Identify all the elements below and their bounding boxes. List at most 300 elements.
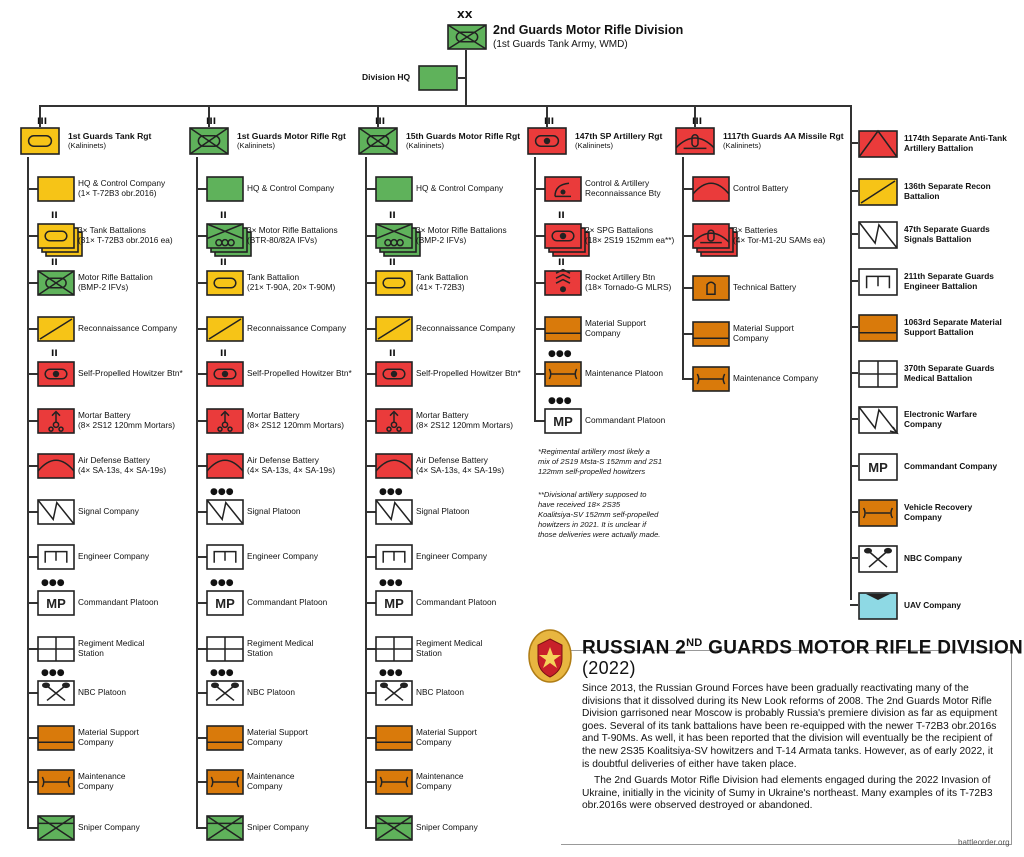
unit-symbol-sniper [375,815,419,847]
unit-symbol-tech [692,275,736,307]
unit-symbol-nbc [375,680,419,712]
unit-name: Self-Propelled Howitzer Btn* [247,368,352,378]
unit-name: Rocket Artillery Btn [585,272,656,282]
unit-label [733,183,788,193]
unit-label [416,368,521,378]
regiment-symbol-1 [189,127,235,161]
note-line: *Regimental artillery most likely a [538,447,650,456]
separate-unit-symbol-sup [858,314,904,348]
unit-detail: (31× T-72B3 obr.2016 ea) [78,235,173,245]
unit-echelon-marker: II [389,258,396,268]
unit-detail: (4× SA-13s, 4× SA-19s) [247,465,336,475]
note-line: 122mm self-propelled howitzers [538,467,646,476]
footnote-divisional-artillery [538,490,660,540]
unit-name: Maintenance Company [733,373,819,383]
connector-line [682,157,684,378]
separate-unit-name-2: Signals Battalion [904,234,972,244]
unit-label [416,225,507,245]
unit-name: Material Support [733,323,794,333]
unit-label [78,638,144,658]
separate-unit-name-2: Support Battalion [904,327,974,337]
unit-label [78,687,126,697]
unit-symbol-eng [37,544,81,576]
unit-detail: Station [78,648,104,658]
panel-title-sup: ND [686,637,703,649]
division-echelon-marker: XX [457,10,473,21]
unit-echelon-marker: ●●● [210,578,234,588]
unit-label [78,771,126,791]
unit-detail: (18× 2S19 152mm ea**) [585,235,675,245]
unit-symbol-sph [544,223,588,255]
separate-unit-label [904,133,1007,153]
regiment-name: 1117th Guards AA Missile Rgt [723,131,844,141]
unit-echelon-marker: II [220,258,227,268]
unit-label [416,551,487,561]
regiment-header [237,131,346,150]
unit-name: Maintenance [247,771,295,781]
separate-unit-symbol-sig [858,221,904,255]
unit-detail: (18× Tornado-G MLRS) [585,282,672,292]
unit-symbol-med [206,636,250,668]
panel-title-part: GUARDS MOTOR RIFLE DIVISION [702,637,1024,659]
unit-echelon-marker: II [51,349,58,359]
note-line: mix of 2S19 Msta-S 152mm and 2S1 [538,457,663,466]
unit-name: Commandant Platoon [585,415,666,425]
unit-label [78,455,166,475]
unit-label [78,272,153,292]
unit-symbol-rocket [544,270,588,302]
unit-label [78,506,139,516]
unit-symbol-maint [37,769,81,801]
unit-name: HQ & Control Company [416,183,504,193]
unit-name: Motor Rifle Battalion [78,272,153,282]
unit-name: HQ & Control Company [247,183,335,193]
unit-name: Mortar Battery [247,410,300,420]
unit-label [247,225,338,245]
unit-echelon-marker: II [220,349,227,359]
unit-label [247,727,308,747]
separate-unit-name: NBC Company [904,553,963,563]
separate-unit-name-2: Company [904,419,942,429]
unit-label [247,410,344,430]
unit-label [733,282,796,292]
connector-line [534,157,536,420]
separate-unit-name-2: Company [904,512,942,522]
unit-name: Material Support [585,318,646,328]
regiment-location: (Kalininets) [575,141,613,150]
note-line: those deliveries were actually made. [538,530,661,539]
unit-name: Engineer Company [78,551,150,561]
unit-label [585,368,663,378]
unit-detail: (4× Tor-M1-2U SAMs ea) [733,235,826,245]
unit-symbol-ad [375,453,419,485]
separate-unit-label [904,409,977,429]
separate-unit-symbol-nbc [858,545,904,579]
unit-symbol-nbc [37,680,81,712]
unit-symbol-sup [375,725,419,757]
connector-line [850,511,858,513]
regiment-location: (Kalininets) [723,141,761,150]
unit-name: Material Support [78,727,139,737]
connector-line [850,557,858,559]
connector-line [850,418,858,420]
connector-line [850,326,858,328]
unit-echelon-marker: ●●● [379,668,403,678]
panel-year: (2022) [582,658,636,678]
unit-label [78,727,139,747]
regiment-echelon-marker: III [206,117,217,127]
separate-unit-name-2: Battalion [904,191,940,201]
separate-unit-name-2: Artillery Battalion [904,143,974,153]
regiment-symbol-3 [527,127,573,161]
unit-symbol-nbc [206,680,250,712]
unit-symbol-sig [375,499,419,531]
unit-symbol-mp [375,590,419,622]
unit-name: Signal Platoon [247,506,301,516]
unit-detail: Company [416,737,452,747]
unit-name: Reconnaissance Company [78,323,178,333]
regiment-location: (Kalininets) [68,141,106,150]
separate-unit-label [904,181,991,201]
unit-name: 3× Tank Battalions [78,225,146,235]
regiment-symbol-2 [358,127,404,161]
unit-symbol-mortar [206,408,250,440]
panel-title-part: RUSSIAN 2 [582,637,687,659]
unit-symbol-hq [37,176,81,208]
unit-detail: (BMP-2 IFVs) [416,235,467,245]
unit-symbol-tank [206,270,250,302]
connector-line [196,157,198,827]
unit-label [78,323,177,333]
unit-name: Maintenance Platoon [585,368,663,378]
separate-unit-name: 47th Separate Guards [904,224,990,234]
unit-label [585,225,674,245]
regiment-echelon-marker: III [544,117,555,127]
unit-detail: Reconnaissance Bty [585,188,661,198]
regiment-name: 147th SP Artillery Rgt [575,131,663,141]
division-hq-symbol [418,65,464,97]
svg-text:MP: MP [384,596,404,611]
unit-label [247,687,295,697]
unit-name: Self-Propelled Howitzer Btn* [416,368,521,378]
unit-symbol-sniper [206,815,250,847]
separate-unit-name-2: Engineer Battalion [904,281,978,291]
unit-detail: (1× T-72B3 obr.2016) [78,188,157,198]
unit-label [78,597,158,607]
unit-name: Material Support [247,727,308,737]
unit-name: Reconnaissance Company [247,323,347,333]
regiment-echelon-marker: III [692,117,703,127]
panel-title [582,637,1023,659]
separate-unit-label [904,600,961,610]
connector-line [27,157,29,827]
unit-symbol-tank [37,223,81,255]
regiment-name: 1st Guards Tank Rgt [68,131,152,141]
unit-name: Mortar Battery [416,410,469,420]
regiment-echelon-marker: III [37,117,48,127]
unit-label [416,687,464,697]
unit-name: NBC Platoon [247,687,295,697]
unit-label [247,272,335,292]
unit-name: Engineer Company [247,551,319,561]
unit-label [733,225,825,245]
unit-name: Air Defense Battery [416,455,488,465]
unit-detail: (4× SA-13s, 4× SA-19s) [78,465,167,475]
regiment-header [68,131,151,150]
connector-line [850,604,858,606]
unit-name: Commandant Platoon [78,597,159,607]
unit-detail: (BMP-2 IFVs) [78,282,129,292]
division-bus-line [40,105,851,107]
unit-symbol-maint [206,769,250,801]
unit-symbol-sig [37,499,81,531]
svg-text:MP: MP [215,596,235,611]
unit-label [416,183,503,193]
connector-line [850,190,858,192]
svg-text:MP: MP [553,414,573,429]
note-line: **Divisional artillery supposed to [538,490,647,499]
unit-symbol-sam [692,223,736,255]
unit-symbol-recon [375,316,419,348]
unit-symbol-sup [692,321,736,353]
regiment-name: 1st Guards Motor Rifle Rgt [237,131,346,141]
unit-symbol-fdc [544,176,588,208]
separate-unit-label [904,553,962,563]
svg-text:MP: MP [868,460,888,475]
separate-unit-symbol-maint [858,499,904,533]
unit-name: Tank Battalion [416,272,469,282]
unit-symbol-ad [206,453,250,485]
unit-symbol-mortar [37,408,81,440]
separate-unit-label [904,363,994,383]
connector-line [850,372,858,374]
regiment-name: 15th Guards Motor Rifle Rgt [406,131,521,141]
division-symbol [447,24,493,56]
unit-name: Self-Propelled Howitzer Btn* [78,368,183,378]
separate-unit-symbol-eng [858,268,904,302]
unit-detail: Station [247,648,273,658]
unit-name: Mortar Battery [78,410,131,420]
unit-label [585,415,665,425]
unit-label [733,373,818,383]
unit-label [416,410,513,430]
unit-symbol-ad [37,453,81,485]
unit-name: Commandant Platoon [416,597,497,607]
russian-ground-forces-emblem [527,625,573,685]
unit-label [78,410,175,430]
unit-symbol-eng [206,544,250,576]
unit-symbol-mr [375,223,419,255]
unit-label [247,455,335,475]
unit-name: Sniper Company [416,822,478,832]
unit-name: Sniper Company [247,822,309,832]
footer-credit: battleorder.org [958,838,1010,847]
unit-name: 3× Motor Rifle Battalions [416,225,507,235]
regiment-location: (Kalininets) [237,141,275,150]
unit-echelon-marker: ●●● [210,668,234,678]
connector-line [850,465,858,467]
unit-name: Tank Battalion [247,272,300,282]
separate-unit-name: 370th Separate Guards [904,363,995,373]
unit-label [416,638,482,658]
unit-symbol-tank [375,270,419,302]
unit-name: Technical Battery [733,282,797,292]
separate-unit-label [904,271,994,291]
connector-line [850,105,852,600]
unit-symbol-maint [375,769,419,801]
unit-name: Reconnaissance Company [416,323,516,333]
connector-line [850,142,858,144]
unit-symbol-sniper [37,815,81,847]
unit-symbol-med [375,636,419,668]
unit-name: Air Defense Battery [247,455,319,465]
connector-line [458,77,467,79]
unit-label [247,506,301,516]
unit-label [247,551,318,561]
unit-label [416,822,478,832]
regiment-header [406,131,520,150]
unit-symbol-sig [206,499,250,531]
unit-symbol-recon [206,316,250,348]
unit-label [416,506,470,516]
unit-symbol-maint [692,366,736,398]
unit-symbol-mech [37,270,81,302]
unit-label [247,822,309,832]
regiment-symbol-4 [675,127,721,161]
unit-label [416,771,464,791]
connector-line [365,157,367,827]
unit-detail: (BTR-80/82A IFVs) [247,235,318,245]
separate-unit-symbol-recon [858,178,904,212]
unit-label [247,323,346,333]
unit-name: Regiment Medical [416,638,483,648]
unit-echelon-marker: II [558,211,565,221]
unit-name: Maintenance [78,771,126,781]
unit-name: Sniper Company [78,822,140,832]
unit-name: Regiment Medical [247,638,314,648]
separate-unit-label [904,224,990,244]
unit-detail: Company [247,737,283,747]
unit-symbol-maint [544,361,588,393]
unit-name: Control & Artillery [585,178,650,188]
unit-label [733,323,794,343]
separate-unit-symbol-mp [858,453,904,487]
unit-label [78,368,183,378]
unit-symbol-sph [375,361,419,393]
unit-echelon-marker: ●●● [548,396,572,406]
regiment-header [575,131,662,150]
separate-unit-symbol-med [858,360,904,394]
unit-label [78,178,165,198]
unit-symbol-sph [37,361,81,393]
unit-echelon-marker: II [51,211,58,221]
unit-echelon-marker: II [558,258,565,268]
unit-symbol-mp [544,408,588,440]
unit-label [78,551,149,561]
note-line: Koalitsiya-SV 152mm self-propelled [538,510,659,519]
unit-symbol-mortar [375,408,419,440]
unit-label [416,727,477,747]
unit-label [247,368,352,378]
unit-label [247,183,334,193]
unit-label [78,822,140,832]
unit-label [416,323,515,333]
unit-echelon-marker: II [389,211,396,221]
separate-unit-name: Commandant Company [904,461,998,471]
division-title: 2nd Guards Motor Rifle Division [493,23,684,37]
separate-unit-symbol-ew [858,406,904,440]
separate-unit-name: 1063rd Separate Material [904,317,1002,327]
panel-paragraph: The 2nd Guards Motor Rifle Division had elements engaged during the 2022 Invasion of Ukraine, initially in the vicinity of Sumy in Ukraine's northeast. Many examples of its T-72B3 obr.2016s were observed destroyed or abandoned. [582,775,993,812]
connector-line [850,280,858,282]
footnote-regimental-artillery [538,447,662,477]
unit-name: Air Defense Battery [78,455,150,465]
unit-name: NBC Platoon [78,687,126,697]
unit-echelon-marker: II [389,349,396,359]
unit-symbol-mr [206,223,250,255]
unit-echelon-marker: ●●● [548,349,572,359]
separate-unit-name: UAV Company [904,600,962,610]
unit-symbol-sup [206,725,250,757]
unit-name: 2× SPG Battalions [585,225,654,235]
unit-echelon-marker: ●●● [41,668,65,678]
unit-label [247,638,313,658]
separate-unit-name: 1174th Separate Anti-Tank [904,133,1007,143]
unit-detail: Company [78,737,114,747]
separate-unit-label [904,461,997,471]
unit-symbol-med [37,636,81,668]
unit-name: Commandant Platoon [247,597,328,607]
regiment-symbol-0 [20,127,66,161]
unit-name: Engineer Company [416,551,488,561]
panel-body [582,683,1002,813]
unit-label [585,318,646,338]
unit-label [416,455,504,475]
unit-symbol-mp [206,590,250,622]
regiment-location: (Kalininets) [406,141,444,150]
unit-label [247,771,295,791]
unit-name: 3× Motor Rifle Battalions [247,225,338,235]
unit-name: Signal Company [78,506,139,516]
division-subtitle: (1st Guards Tank Army, WMD) [493,39,628,50]
unit-name: Control Battery [733,183,789,193]
unit-label [585,272,671,292]
unit-detail: (8× 2S12 120mm Mortars) [78,420,176,430]
unit-detail: Company [733,333,769,343]
unit-name: 3× Batteries [733,225,778,235]
unit-echelon-marker: ●●● [379,578,403,588]
separate-unit-name: Electronic Warfare [904,409,978,419]
unit-symbol-hqg [375,176,419,208]
unit-echelon-marker: ●●● [210,487,234,497]
unit-name: NBC Platoon [416,687,464,697]
separate-unit-symbol-at [858,130,904,164]
regiment-header [723,131,844,150]
separate-unit-name: Vehicle Recovery [904,502,973,512]
unit-detail: (8× 2S12 120mm Mortars) [416,420,514,430]
unit-label [78,225,173,245]
unit-symbol-sup [37,725,81,757]
unit-detail: Company [585,328,621,338]
unit-symbol-mp [37,590,81,622]
unit-name: Signal Platoon [416,506,470,516]
unit-echelon-marker: ●●● [41,578,65,588]
unit-name: Maintenance [416,771,464,781]
unit-detail: Company [247,781,283,791]
regiment-echelon-marker: III [375,117,386,127]
unit-detail: (41× T-72B3) [416,282,465,292]
unit-label [247,597,327,607]
